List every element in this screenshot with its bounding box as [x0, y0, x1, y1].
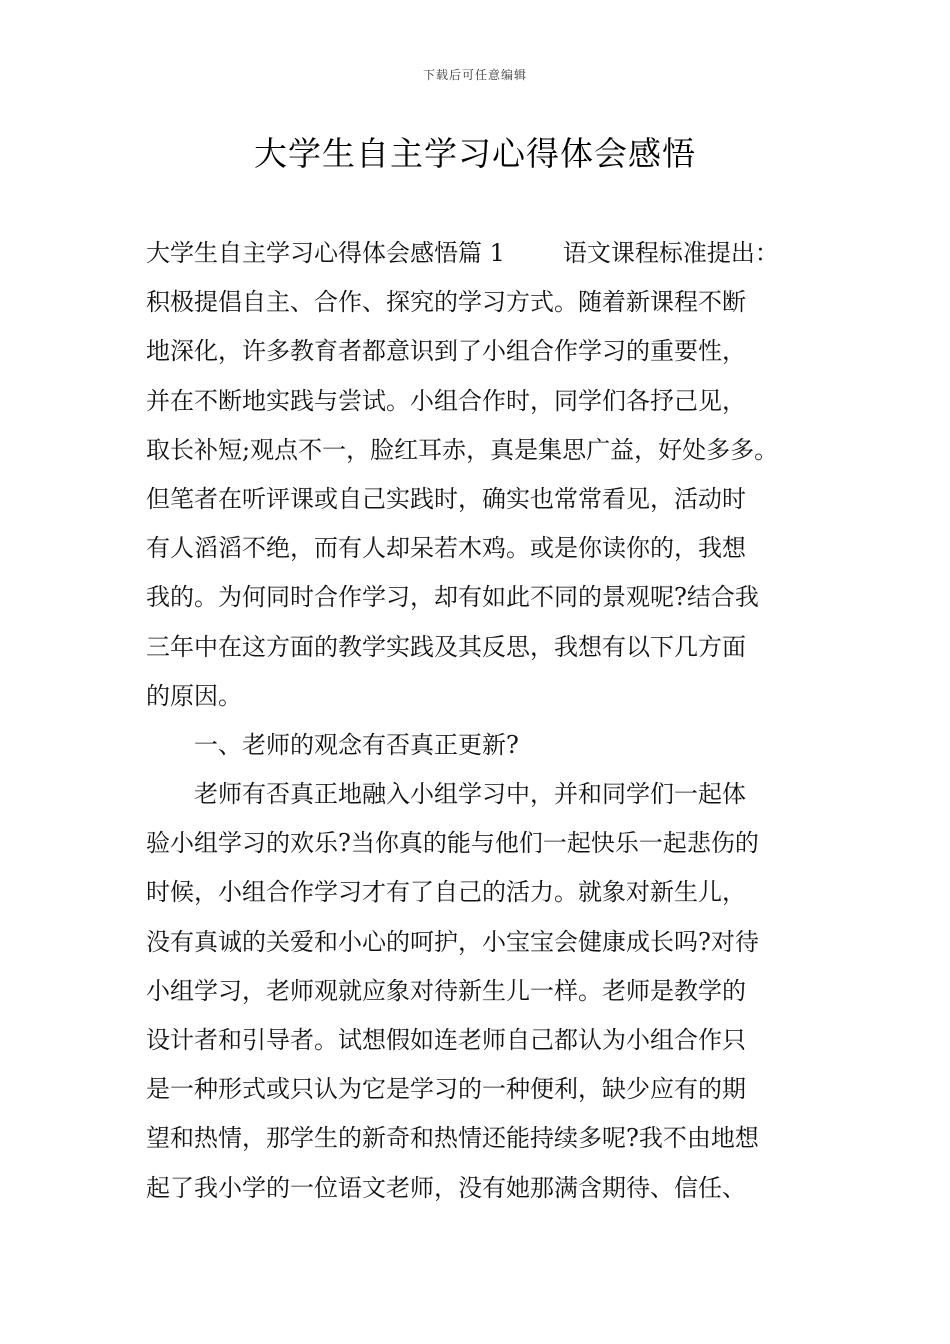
- body-line: 没有真诚的关爱和小心的呵护，小宝宝会健康成长吗?对待: [146, 927, 759, 956]
- body-line: 积极提倡自主、合作、探究的学习方式。随着新课程不断: [146, 288, 746, 317]
- body-line: 三年中在这方面的教学实践及其反思，我想有以下几方面: [146, 632, 746, 661]
- document-title: 大学生自主学习心得体会感悟: [254, 134, 696, 173]
- body-line: 的原因。: [146, 681, 242, 710]
- body-line: 起了我小学的一位语文老师，没有她那满含期待、信任、: [146, 1173, 746, 1202]
- document-body: [146, 229, 814, 1213]
- subsection-heading: 一、老师的观念有否真正更新?: [194, 730, 519, 759]
- body-line: [146, 229, 814, 278]
- body-line: 并在不断地实践与尝试。小组合作时，同学们各抒己见，: [146, 386, 746, 415]
- body-line: 是一种形式或只认为它是学习的一种便利，缺少应有的期: [146, 1075, 746, 1104]
- body-line: 有人滔滔不绝，而有人却呆若木鸡。或是你读你的，我想: [146, 534, 746, 563]
- body-line: 但笔者在听评课或自己实践时，确实也常常看见，活动时: [146, 484, 746, 513]
- body-line: 取长补短;观点不一，脸红耳赤，真是集思广益，好处多多。: [146, 435, 779, 464]
- body-line: 我的。为何同时合作学习，却有如此不同的景观呢?结合我: [146, 583, 759, 612]
- section-heading: 大学生自主学习心得体会感悟篇 1: [146, 239, 505, 267]
- body-line: 小组学习，老师观就应象对待新生儿一样。老师是教学的: [146, 976, 746, 1005]
- header-note: 下载后可任意编辑: [422, 68, 527, 82]
- body-text-segment: 语文课程标准提出：: [562, 239, 779, 267]
- body-line: 望和热情，那学生的新奇和热情还能持续多呢?我不由地想: [146, 1124, 759, 1153]
- body-line: 时候，小组合作学习才有了自己的活力。就象对新生儿，: [146, 878, 746, 907]
- body-line: 老师有否真正地融入小组学习中，并和同学们一起体: [194, 780, 746, 809]
- body-line: 验小组学习的欢乐?当你真的能与他们一起快乐一起悲伤的: [146, 829, 759, 858]
- body-line: 设计者和引导者。试想假如连老师自己都认为小组合作只: [146, 1026, 746, 1054]
- body-line: 地深化，许多教育者都意识到了小组合作学习的重要性，: [146, 337, 746, 366]
